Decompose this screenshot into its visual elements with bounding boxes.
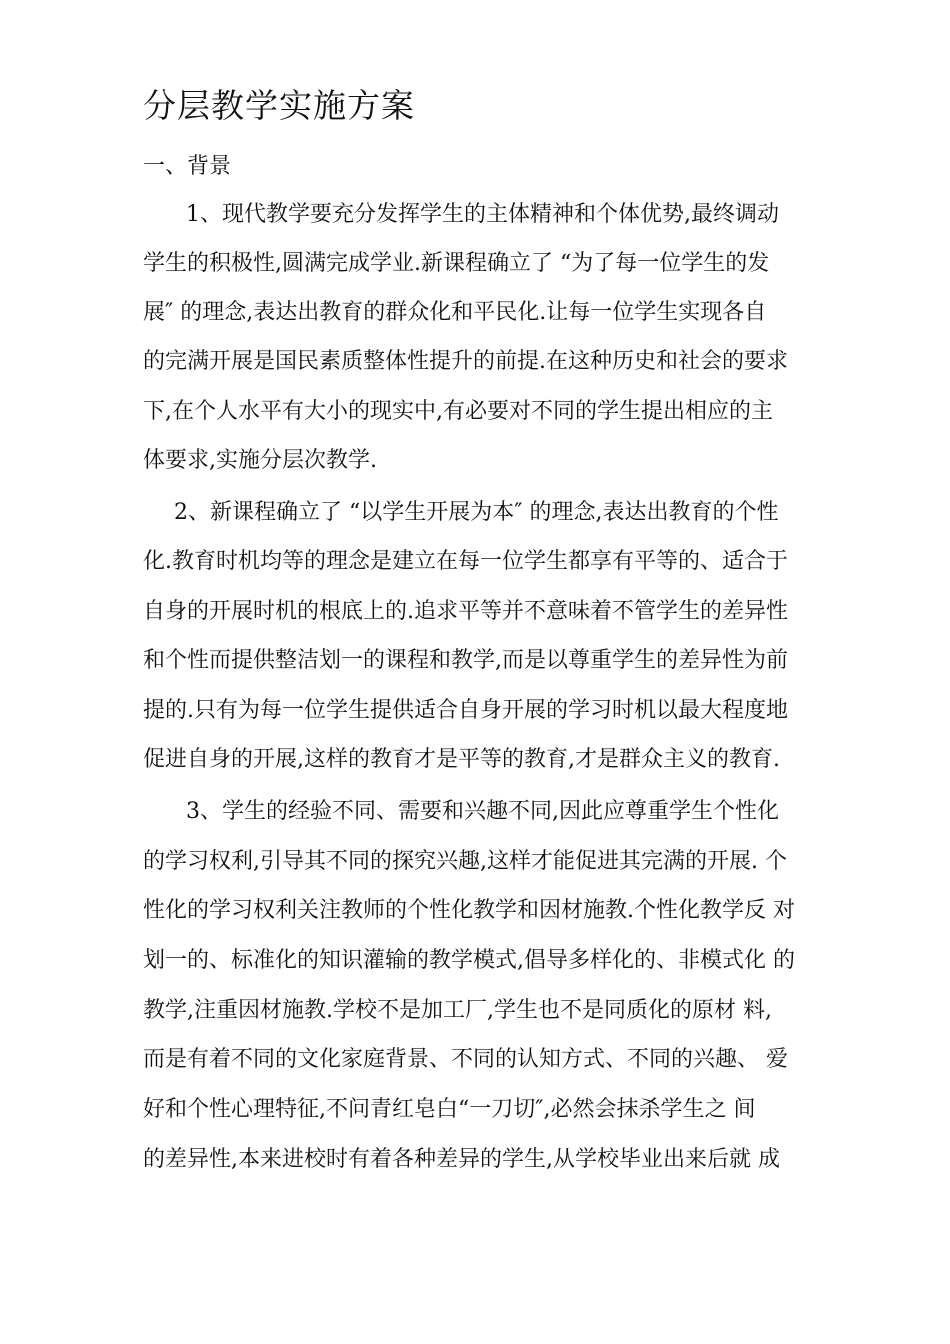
paragraph-2-line-2: 化.教育时机均等的理念是建立在每一位学生都享有平等的、适合于 — [143, 549, 788, 574]
paragraph-1-line-6: 体要求,实施分层次教学. — [143, 448, 377, 473]
paragraph-2-line-6: 促进自身的开展,这样的教育才是平等的教育,才是群众主义的教育. — [143, 747, 780, 772]
paragraph-3-line-1: 3、学生的经验不同、需要和兴趣不同,因此应尊重学生个性化 — [186, 799, 779, 824]
paragraph-2-line-1: 2、新课程确立了 “以学生开展为本″ 的理念,表达出教育的个性 — [174, 500, 779, 525]
paragraph-3-line-3: 性化的学习权利关注教师的个性化教学和因材施教.个性化教学反 对 — [143, 898, 795, 923]
paragraph-2-line-4: 和个性而提供整洁划一的课程和教学,而是以尊重学生的差异性为前 — [143, 648, 788, 673]
paragraph-3-line-6: 而是有着不同的文化家庭背景、不同的认知方式、不同的兴趣、 爱 — [143, 1047, 788, 1072]
paragraph-3-line-2: 的学习权利,引导其不同的探究兴趣,这样才能促进其完满的开展. 个 — [143, 849, 787, 874]
paragraph-1-line-4: 的完满开展是国民素质整体性提升的前提.在这种历史和社会的要求 — [143, 349, 788, 374]
page-title: 分层教学实施方案 — [143, 86, 415, 125]
section-heading: 一、背景 — [143, 154, 232, 179]
paragraph-1-line-3: 展″ 的理念,表达出教育的群众化和平民化.让每一位学生实现各自 — [143, 300, 767, 325]
paragraph-3-line-8: 的差异性,本来进校时有着各种差异的学生,从学校毕业出来后就 成 — [143, 1147, 780, 1172]
paragraph-2-line-3: 自身的开展时机的根底上的.追求平等并不意味着不管学生的差异性 — [143, 599, 788, 624]
paragraph-2-line-5: 提的.只有为每一位学生提供适合自身开展的学习时机以最大程度地 — [143, 698, 788, 723]
paragraph-1-line-1: 1、现代教学要充分发挥学生的主体精神和个体优势,最终调动 — [186, 202, 779, 227]
paragraph-3-line-7: 好和个性心理特征,不问青红皂白“一刀切″,必然会抹杀学生之 间 — [143, 1097, 756, 1122]
paragraph-1-line-5: 下,在个人水平有大小的现实中,有必要对不同的学生提出相应的主 — [143, 399, 773, 424]
paragraph-3-line-4: 划一的、标准化的知识灌输的教学模式,倡导多样化的、非模式化 的 — [143, 948, 795, 973]
paragraph-1-line-2: 学生的积极性,圆满完成学业.新课程确立了 “为了每一位学生的发 — [143, 251, 770, 276]
paragraph-3-line-5: 教学,注重因材施教.学校不是加工厂,学生也不是同质化的原材 料, — [143, 998, 772, 1023]
